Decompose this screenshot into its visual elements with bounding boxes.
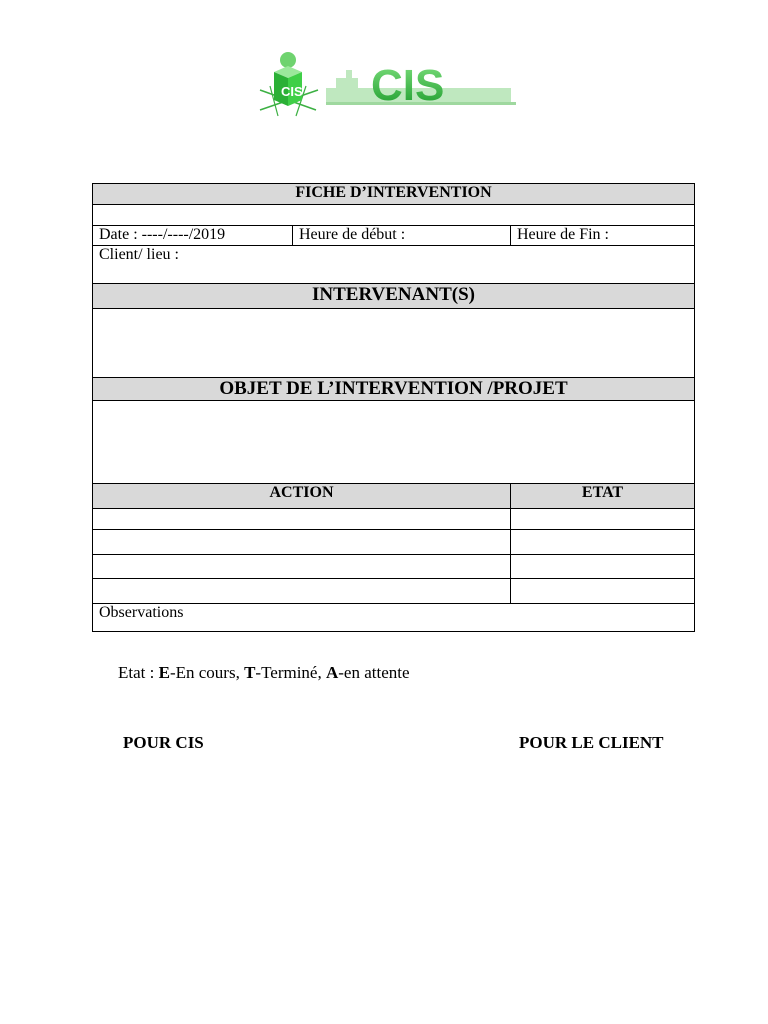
blank-row[interactable]	[93, 205, 695, 226]
objet-title: OBJET DE L’INTERVENTION /PROJET	[93, 378, 695, 401]
etat-cell[interactable]	[511, 555, 695, 579]
etat-header: ETAT	[511, 484, 695, 509]
action-cell[interactable]	[93, 530, 511, 555]
cis-logo	[256, 48, 516, 120]
legend-text-a: -en attente	[338, 663, 410, 682]
objet-area[interactable]	[93, 401, 695, 484]
intervenants-title: INTERVENANT(S)	[93, 284, 695, 309]
action-row	[93, 530, 695, 555]
etat-cell[interactable]	[511, 579, 695, 604]
start-time-field[interactable]: Heure de début :	[293, 226, 511, 246]
observations-field[interactable]: Observations	[93, 604, 695, 632]
etat-legend	[118, 663, 410, 683]
client-location-field[interactable]: Client/ lieu :	[93, 246, 695, 284]
action-cell[interactable]	[93, 509, 511, 530]
intervenants-area[interactable]	[93, 309, 695, 378]
end-time-field[interactable]: Heure de Fin :	[511, 226, 695, 246]
action-row	[93, 555, 695, 579]
signature-client: POUR LE CLIENT	[519, 733, 664, 752]
legend-code-t: T	[244, 663, 256, 682]
action-row	[93, 579, 695, 604]
legend-text-e: -En cours,	[169, 663, 245, 682]
logo-text: CIS	[371, 61, 445, 110]
intervention-form	[92, 183, 695, 632]
form-title: FICHE D’INTERVENTION	[93, 184, 695, 205]
action-cell[interactable]	[93, 555, 511, 579]
action-row	[93, 509, 695, 530]
legend-code-a: A	[325, 663, 339, 682]
legend-prefix: Etat :	[118, 663, 159, 682]
etat-cell[interactable]	[511, 509, 695, 530]
etat-cell[interactable]	[511, 530, 695, 555]
legend-code-e: E	[158, 663, 170, 682]
date-field[interactable]: Date : ----/----/2019	[93, 226, 293, 246]
legend-text-t: -Terminé,	[255, 663, 326, 682]
signature-cis: POUR CIS	[123, 733, 204, 752]
action-cell[interactable]	[93, 579, 511, 604]
cube-figure-icon	[260, 52, 318, 116]
action-header: ACTION	[93, 484, 511, 509]
cube-text: CIS	[281, 84, 303, 99]
